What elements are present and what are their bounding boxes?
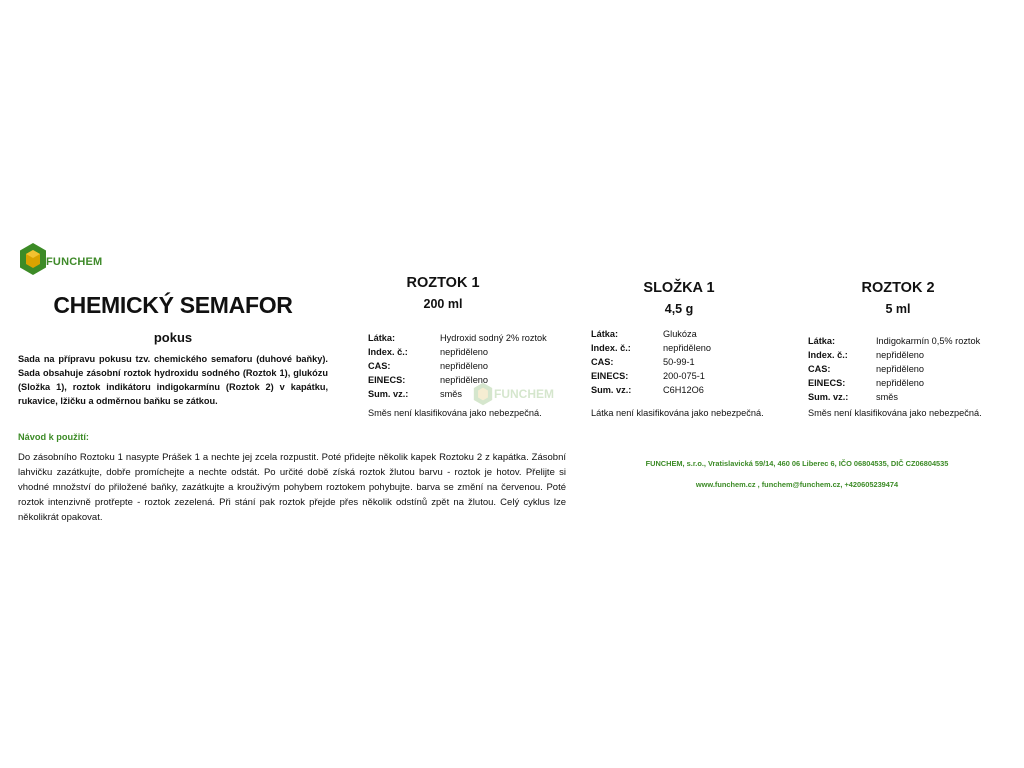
- property-row: [591, 329, 711, 343]
- watermark-text: FUNCHEM: [494, 387, 554, 401]
- property-key: Sum. vz.:: [368, 389, 409, 399]
- hazard-note: Směs není klasifikována jako nebezpečná.: [368, 408, 542, 418]
- howto-heading: Návod k použití:: [18, 432, 89, 442]
- product-title: CHEMICKÝ SEMAFOR: [53, 292, 293, 318]
- property-key: EINECS:: [808, 378, 846, 388]
- property-key: Index. č.:: [368, 347, 408, 357]
- property-value: nepřiděleno: [876, 378, 925, 388]
- company-info: FUNCHEM, s.r.o., Vratislavická 59/14, 460 06 Liberec 6, IČO 06804535, DIČ CZ06804535: [645, 459, 949, 468]
- property-row: [368, 361, 547, 375]
- component-amount: 4,5 g: [664, 302, 694, 316]
- component-properties: [591, 329, 711, 399]
- property-value: směs: [876, 392, 898, 402]
- property-row: [368, 347, 547, 361]
- property-value: nepřiděleno: [876, 364, 925, 374]
- property-value: C6H12O6: [663, 385, 704, 395]
- property-key: Látka:: [368, 333, 396, 343]
- component-amount: 200 ml: [423, 297, 463, 311]
- property-row: [808, 336, 980, 350]
- property-key: Index. č.:: [591, 343, 631, 353]
- instructions-text: Do zásobního Roztoku 1 nasypte Prášek 1 a nechte jej zcela rozpustit. Poté přidejte několik kapek Roztoku 2 z kapátka. Zásobní lahvičku zazátkujte, dobře promíchejte a nechte odstát. Po určité době získá roztok žlutou barvu - roztok je hotov. Přelijte si vhodné množství do přiložené baňky, zazátkujte a krouživým pohybem roztokem pohybujte. barva se změní na červenou. Poté roztok intenzivně protřepte - roztok zezelená. Při stání pak roztok přejde přes několik odstínů zpět na žlutou. Celý cyklus lze několikrát opakovat.: [18, 452, 566, 523]
- component-properties: [808, 336, 980, 406]
- property-value: nepřiděleno: [440, 361, 489, 371]
- property-value: 200-075-1: [663, 371, 705, 381]
- property-row: [368, 333, 547, 347]
- property-key: Látka:: [591, 329, 619, 339]
- property-value: Glukóza: [663, 329, 697, 339]
- product-subtitle: pokus: [153, 330, 193, 345]
- logo-text: FUNCHEM: [46, 256, 103, 268]
- property-row: [808, 392, 980, 406]
- property-key: CAS:: [591, 357, 614, 367]
- component-title: ROZTOK 2: [861, 280, 935, 296]
- property-key: Sum. vz.:: [808, 392, 849, 402]
- property-key: Index. č.:: [808, 350, 848, 360]
- hazard-note: Látka není klasifikována jako nebezpečná.: [591, 408, 764, 418]
- component-title: ROZTOK 1: [406, 275, 480, 291]
- property-row: [368, 375, 547, 389]
- property-value: směs: [440, 389, 462, 399]
- property-value: nepřiděleno: [663, 343, 712, 353]
- property-key: EINECS:: [368, 375, 406, 385]
- property-row: [808, 378, 980, 392]
- component-properties: [368, 333, 547, 403]
- product-description: Sada na přípravu pokusu tzv. chemického semaforu (duhové baňky). Sada obsahuje zásobní roztok hydroxidu sodného (Roztok 1), glukózu (Složka 1), roztok indikátoru indigokarmínu (Roztok 2) v kapátku, rukavice, lžičku a odměrnou baňku se zátkou.: [18, 354, 328, 406]
- property-key: Látka:: [808, 336, 836, 346]
- property-key: Sum. vz.:: [591, 385, 632, 395]
- property-row: [591, 357, 711, 371]
- property-key: CAS:: [808, 364, 831, 374]
- hazard-note: Směs není klasifikována jako nebezpečná.: [808, 408, 982, 418]
- component-title: SLOŽKA 1: [643, 280, 715, 296]
- property-value: nepřiděleno: [440, 375, 489, 385]
- property-value: Hydroxid sodný 2% roztok: [440, 333, 547, 343]
- property-value: nepřiděleno: [876, 350, 925, 360]
- hexagon-logo-icon: [18, 242, 48, 276]
- property-row: [368, 389, 547, 403]
- property-value: nepřiděleno: [440, 347, 489, 357]
- property-key: EINECS:: [591, 371, 629, 381]
- property-row: [591, 371, 711, 385]
- property-value: 50-99-1: [663, 357, 695, 367]
- property-row: [591, 343, 711, 357]
- property-row: [591, 385, 711, 399]
- contact-info: www.funchem.cz , funchem@funchem.cz, +420605239474: [695, 480, 899, 489]
- property-value: Indigokarmín 0,5% roztok: [876, 336, 981, 346]
- property-row: [808, 364, 980, 378]
- property-row: [808, 350, 980, 364]
- funchem-logo: [18, 242, 128, 278]
- component-amount: 5 ml: [885, 302, 911, 316]
- property-key: CAS:: [368, 361, 391, 371]
